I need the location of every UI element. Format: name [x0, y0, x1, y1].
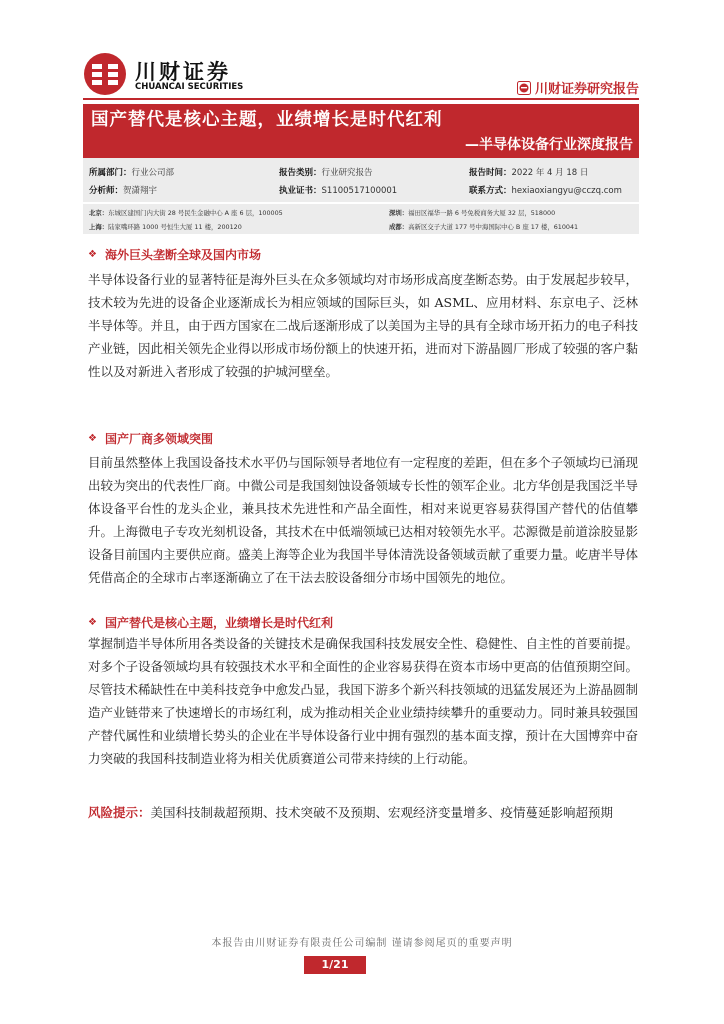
- address-chengdu-label: 成都：: [389, 223, 409, 231]
- risk-warning: [88, 798, 638, 827]
- department-label: 所属部门：: [89, 168, 132, 178]
- logo-name-cn: 川财证券: [135, 60, 231, 84]
- header-divider: [83, 98, 639, 100]
- risk-label: 风险提示：: [88, 805, 151, 820]
- page-number: 1/21: [304, 956, 366, 974]
- report-info-box: [83, 158, 639, 202]
- section-body-2: 目前虽然整体上我国设备技术水平仍与国际领导者地位有一定程度的差距，但在多个子领域均已涌现出较为突出的代表性厂商。中微公司是我国刻蚀设备领域专长性的领军企业。北方华创是我国泛半导体设备平台性的龙头企业，兼具技术先进性和产品全面性，相对来说更容易获得国产替代的估值攀升。上海微电子专攻光刻机设备，其技术在中低端领域已达相对较领先水平。芯源微是前道涂胶显影设备目前国内主要供应商。盛美上海等企业为我国半导体清洗设备领域贡献了重要力量。屹唐半导体凭借高企的全球市占率逐渐确立了在干法去胶设备细分市场中国领先的地位。: [88, 455, 639, 585]
- company-logo: [83, 52, 253, 100]
- certificate-label: 执业证书：: [279, 186, 322, 196]
- logo-name-en: CHUANCAI SECURITIES: [135, 82, 244, 92]
- address-chengdu-text: 高新区交子大道 177 号中海国际中心 B 座 17 楼，610041: [408, 223, 579, 231]
- report-subtitle: —半导体设备行业深度报告: [465, 137, 633, 153]
- office-addresses: [83, 204, 639, 234]
- address-shanghai-label: 上海：: [89, 223, 109, 231]
- certificate-value: S1100517100001: [321, 186, 398, 196]
- analyst-label: 分析师：: [89, 186, 124, 196]
- brand-mini-icon: [517, 81, 531, 95]
- section-heading-1: [88, 246, 261, 263]
- section-heading-2-text: 国产厂商多领域突围: [104, 432, 213, 446]
- address-beijing-text: 东城区建国门内大街 28 号民生金融中心 A 座 6 层，100005: [108, 209, 283, 217]
- analyst-value: 贺潇翔宇: [123, 186, 158, 196]
- report-time-info: [469, 166, 588, 178]
- report-type-tag: [517, 78, 639, 97]
- contact-info: [469, 184, 622, 196]
- address-beijing-label: 北京：: [89, 209, 109, 217]
- section-body-1: 半导体设备行业的显著特征是海外巨头在众多领域均对市场形成高度垄断态势。由于发展起步较早，技术较为先进的设备企业逐渐成长为相应领域的国际巨头，如 ASML、应用材料、东京电子、泛林半导体等。并且，由于西方国家在二战后逐渐形成了以美国为主导的具有全球市场开拓力的电子科技产业链，因此相关领先企业得以形成市场份额上的快速开拓，进而对下游晶圆厂形成了较强的客户黏性以及对新进入者形成了较强的护城河壁垒。: [88, 272, 639, 379]
- section-heading-3: [88, 614, 333, 631]
- address-shenzhen-text: 福田区福华一路 6 号免税商务大厦 32 层，518000: [408, 209, 556, 217]
- section-heading-2: [88, 430, 213, 447]
- diamond-bullet-icon: ❖: [88, 249, 97, 260]
- section-heading-3-text: 国产替代是核心主题，业绩增长是时代红利: [104, 616, 333, 630]
- contact-label: 联系方式：: [469, 186, 512, 196]
- logo-mark-icon: [83, 52, 127, 96]
- title-banner: [83, 104, 639, 158]
- section-heading-1-text: 海外巨头垄断全球及国内市场: [104, 248, 261, 262]
- contact-email[interactable]: hexiaoxiangyu@cczq.com: [511, 186, 622, 196]
- section-body-3: 掌握制造半导体所用各类设备的关键技术是确保我国科技发展安全性、稳健性、自主性的首要前提。对多个子设备领域均具有较强技术水平和全面性的企业容易获得在资本市场中更高的估值预期空间。尽管技术稀缺性在中美科技竞争中愈发凸显，我国下游多个新兴科技领域的迅猛发展还为上游晶圆制造产业链带来了快速增长的市场红利，成为推动相关企业业绩持续攀升的重要动力。同时兼具较强国产替代属性和业绩增长势头的企业在半导体设备行业中拥有强烈的基本面支撑，预计在大国博弈中奋力突破的我国科技制造业将为相关优质赛道公司带来持续的上行动能。: [88, 636, 639, 766]
- report-type-label: 报告类别：: [279, 168, 322, 178]
- report-type-value: 行业研究报告: [321, 168, 373, 178]
- address-shenzhen: [389, 208, 555, 217]
- report-time-value: 2022 年 4 月 18 日: [511, 168, 589, 178]
- footer-disclaimer: 本报告由川财证券有限责任公司编制 谨请参阅尾页的重要声明: [211, 938, 513, 949]
- risk-text: 美国科技制裁超预期、技术突破不及预期、宏观经济变量增多、疫情蔓延影响超预期: [150, 805, 614, 820]
- address-chengdu: [389, 222, 578, 231]
- diamond-bullet-icon: ❖: [88, 433, 97, 444]
- analyst-info: [89, 184, 157, 196]
- address-shenzhen-label: 深圳：: [389, 209, 409, 217]
- diamond-bullet-icon: ❖: [88, 617, 97, 628]
- report-title: 国产替代是核心主题，业绩增长是时代红利: [91, 110, 443, 130]
- address-beijing: [89, 208, 283, 217]
- report-type-info: [279, 166, 373, 178]
- report-time-label: 报告时间：: [469, 168, 512, 178]
- address-shanghai-text: 陆家嘴环路 1000 号恒生大厦 11 楼，200120: [108, 223, 242, 231]
- department-value: 行业公司部: [131, 168, 175, 178]
- department-info: [89, 166, 174, 178]
- address-shanghai: [89, 222, 242, 231]
- report-tag-label: 川财证券研究报告: [534, 82, 639, 97]
- certificate-info: [279, 184, 397, 196]
